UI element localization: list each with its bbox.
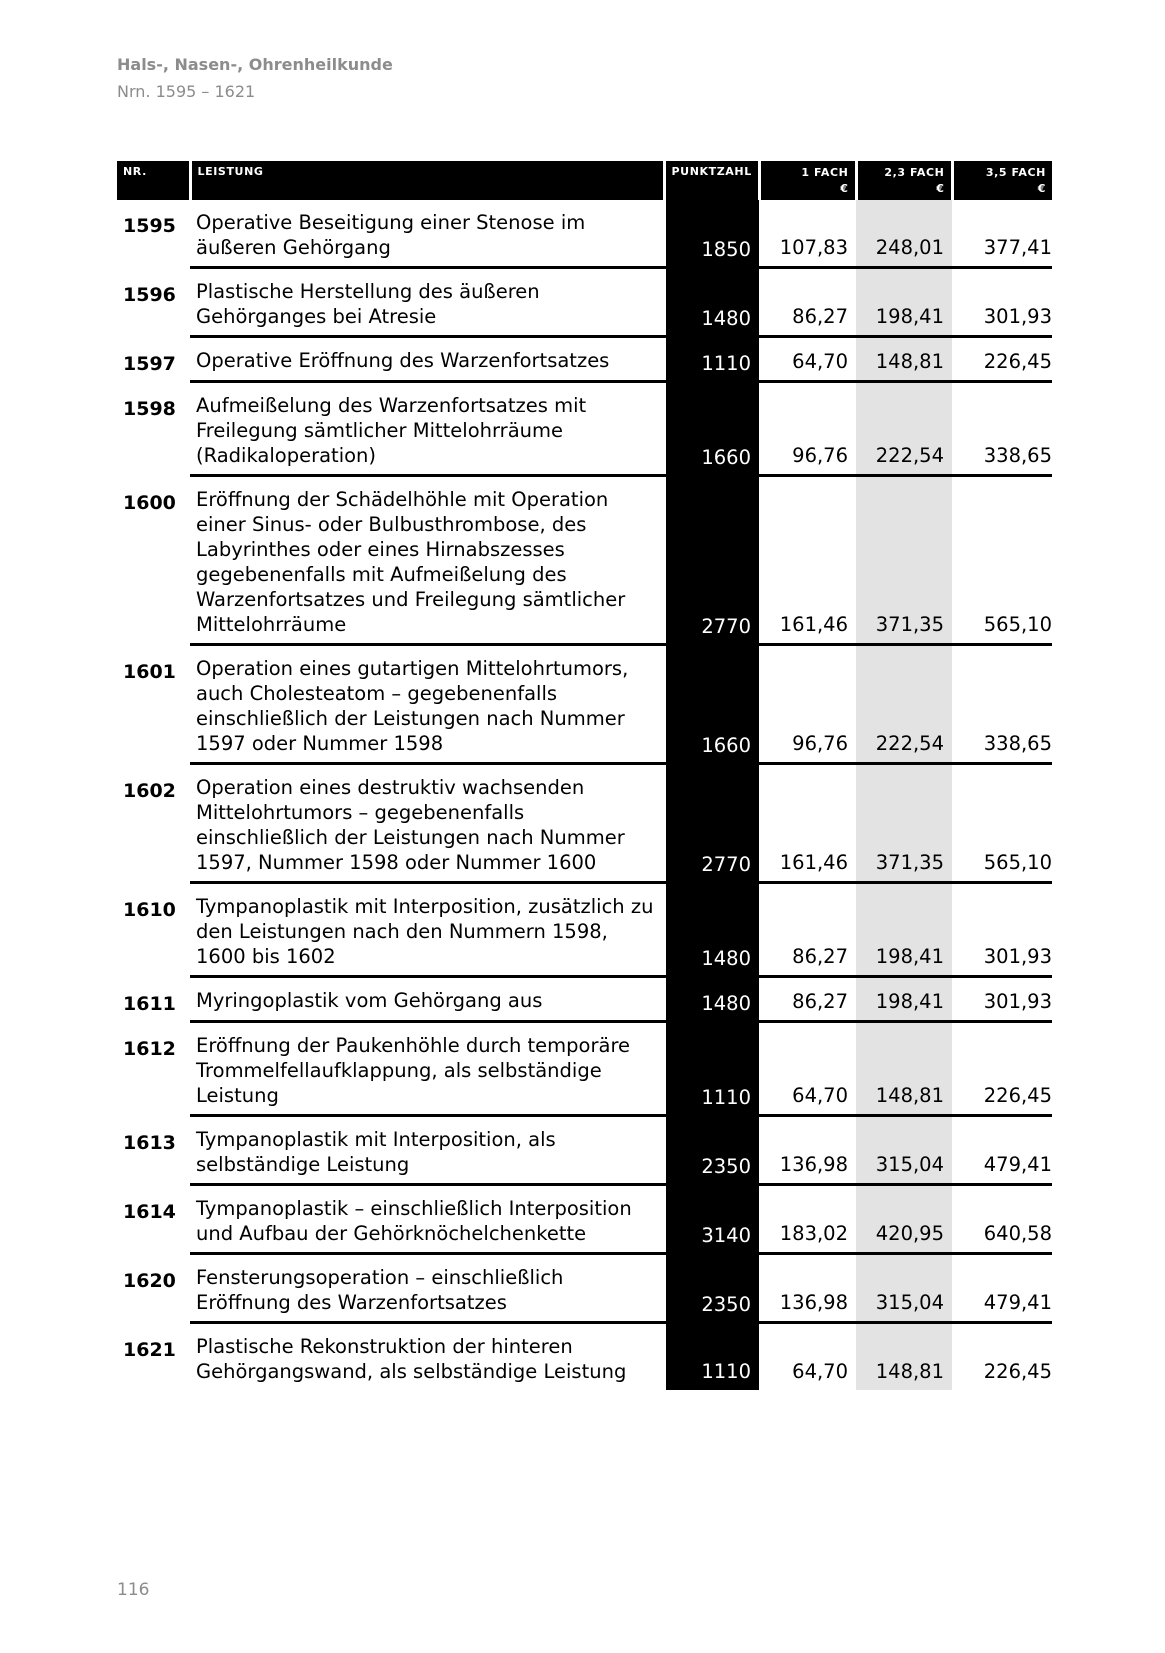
row-number: 1602: [123, 780, 176, 802]
row-2-3-fach: 371,35: [856, 476, 952, 645]
row-number: 1611: [123, 993, 176, 1015]
row-punktzahl: 2350: [664, 1116, 759, 1185]
row-1-fach: 96,76: [759, 382, 856, 476]
row-punktzahl: 1660: [664, 645, 759, 764]
row-punktzahl: 2350: [664, 1254, 759, 1323]
row-leistung: Eröffnung der Schädelhöhle mit Operation einer Sinus- oder Bulbusthrombose, des Labyrinthes oder eines Hirnabszesses gegebenenfalls mit Aufmeißelung des Warzenfortsatzes und Freilegung sämtlicher Mittelohrräume: [190, 476, 664, 645]
column-header-2-3-fach-label: 2,3 FACH: [884, 166, 945, 179]
row-1-fach: 86,27: [759, 977, 856, 1022]
row-1-fach: 64,70: [792, 1360, 848, 1383]
table-row: [117, 1254, 1052, 1323]
row-number: 1596: [123, 284, 176, 306]
row-3-5-fach: 338,65: [952, 645, 1052, 764]
row-number: 1597: [123, 353, 176, 375]
row-number: 1620: [123, 1270, 176, 1292]
row-leistung: Myringoplastik vom Gehörgang aus: [190, 977, 664, 1022]
row-2-3-fach: 315,04: [856, 1254, 952, 1323]
column-header-1-fach: [759, 161, 856, 200]
row-2-3-fach: 371,35: [856, 764, 952, 883]
row-3-5-fach: 301,93: [952, 268, 1052, 337]
row-number: 1598: [123, 398, 176, 420]
row-leistung: Plastische Herstellung des äußeren Gehörganges bei Atresie: [190, 268, 664, 337]
row-leistung: Operative Beseitigung einer Stenose im äußeren Gehörgang: [190, 200, 664, 268]
column-header-leistung: LEISTUNG: [190, 161, 664, 200]
row-number: 1610: [123, 899, 176, 921]
table-row: [117, 1323, 1052, 1391]
row-2-3-fach: 198,41: [856, 268, 952, 337]
row-leistung: Operation eines gutartigen Mittelohrtumors, auch Cholesteatom – gegebenenfalls einschließlich der Leistungen nach Nummer 1597 oder Nummer 1598: [190, 645, 664, 764]
row-1-fach: 86,27: [759, 268, 856, 337]
column-header-punktzahl: PUNKTZAHL: [664, 161, 759, 200]
table-row: [117, 1185, 1052, 1254]
row-leistung: Tympanoplastik mit Interposition, als selbständige Leistung: [190, 1116, 664, 1185]
row-3-5-fach: 479,41: [952, 1254, 1052, 1323]
column-header-2-3-fach: [856, 161, 952, 200]
table-row: [117, 764, 1052, 883]
row-punktzahl: 1480: [664, 883, 759, 977]
row-3-5-fach: 301,93: [952, 883, 1052, 977]
table-row: [117, 268, 1052, 337]
column-header-3-5-fach-label: 3,5 FACH: [985, 166, 1046, 179]
row-3-5-fach: 226,45: [952, 1022, 1052, 1116]
row-punktzahl: 2770: [664, 476, 759, 645]
row-1-fach: 161,46: [759, 476, 856, 645]
table-row: [117, 337, 1052, 382]
row-1-fach: 107,83: [759, 200, 856, 268]
row-3-5-fach: 565,10: [952, 764, 1052, 883]
section-title: Hals-, Nasen-, Ohrenheilkunde: [117, 55, 393, 74]
table-body: [117, 200, 1052, 1390]
row-punktzahl: 1660: [664, 382, 759, 476]
fee-schedule-table: [117, 161, 1052, 1390]
row-leistung: Aufmeißelung des Warzenfortsatzes mit Freilegung sämtlicher Mittelohrräume (Radikaloperation): [190, 382, 664, 476]
row-leistung: Operative Eröffnung des Warzenfortsatzes: [190, 337, 664, 382]
row-leistung: Tympanoplastik – einschließlich Interposition und Aufbau der Gehörknöchelchenkette: [190, 1185, 664, 1254]
column-header-3-5-fach-currency: €: [1037, 182, 1046, 195]
row-1-fach: 96,76: [759, 645, 856, 764]
column-header-3-5-fach: [952, 161, 1052, 200]
table-header: [117, 161, 1052, 200]
row-1-fach: 86,27: [759, 883, 856, 977]
row-punktzahl: 1110: [664, 1323, 759, 1391]
section-number-range: Nrn. 1595 – 1621: [117, 82, 256, 101]
row-1-fach: 64,70: [759, 1022, 856, 1116]
row-3-5-fach: 301,93: [952, 977, 1052, 1022]
page-number: 116: [117, 1580, 150, 1600]
row-3-5-fach: 226,45: [952, 337, 1052, 382]
row-leistung: Fensterungsoperation – einschließlich Eröffnung des Warzenfortsatzes: [190, 1254, 664, 1323]
row-2-3-fach: 148,81: [856, 337, 952, 382]
row-3-5-fach: 565,10: [952, 476, 1052, 645]
row-3-5-fach: 479,41: [952, 1116, 1052, 1185]
row-leistung: Operation eines destruktiv wachsenden Mittelohrtumors – gegebenenfalls einschließlich der Leistungen nach Nummer 1597, Nummer 1598 oder Nummer 1600: [190, 764, 664, 883]
row-3-5-fach: 377,41: [952, 200, 1052, 268]
row-2-3-fach: 222,54: [856, 382, 952, 476]
row-3-5-fach: 226,45: [983, 1360, 1052, 1383]
row-1-fach: 136,98: [759, 1254, 856, 1323]
row-2-3-fach: 248,01: [856, 200, 952, 268]
row-number: 1612: [123, 1038, 176, 1060]
row-2-3-fach: 148,81: [856, 1323, 952, 1391]
row-3-5-fach: 640,58: [952, 1185, 1052, 1254]
column-header-2-3-fach-currency: €: [936, 182, 945, 195]
row-3-5-fach: 338,65: [952, 382, 1052, 476]
column-header-nr: NR.: [117, 161, 190, 200]
row-number: 1595: [123, 215, 176, 237]
column-header-1-fach-label: 1 FACH: [801, 166, 849, 179]
row-leistung: Tympanoplastik mit Interposition, zusätzlich zu den Leistungen nach den Nummern 1598, 1600 bis 1602: [190, 883, 664, 977]
row-2-3-fach: 222,54: [856, 645, 952, 764]
column-header-1-fach-currency: €: [840, 182, 849, 195]
table-row: [117, 200, 1052, 268]
table-row: [117, 1116, 1052, 1185]
row-punktzahl: 1110: [664, 337, 759, 382]
row-punktzahl: 2770: [664, 764, 759, 883]
row-number: 1601: [123, 661, 176, 683]
row-punktzahl: 1480: [664, 268, 759, 337]
row-leistung: Eröffnung der Paukenhöhle durch temporäre Trommelfellaufklappung, als selbständige Leistung: [190, 1022, 664, 1116]
row-number: 1600: [123, 492, 176, 514]
row-punktzahl: 1850: [664, 200, 759, 268]
row-1-fach: 161,46: [759, 764, 856, 883]
table-row: [117, 476, 1052, 645]
row-number: 1614: [123, 1201, 176, 1223]
row-1-fach: 64,70: [759, 337, 856, 382]
row-2-3-fach: 315,04: [856, 1116, 952, 1185]
row-2-3-fach: 148,81: [856, 1022, 952, 1116]
table-row: [117, 645, 1052, 764]
row-2-3-fach: 420,95: [856, 1185, 952, 1254]
row-1-fach: 183,02: [759, 1185, 856, 1254]
row-number: 1613: [123, 1132, 176, 1154]
row-number: 1621: [123, 1339, 176, 1361]
row-punktzahl: 3140: [664, 1185, 759, 1254]
table-row: [117, 1022, 1052, 1116]
row-2-3-fach: 198,41: [856, 883, 952, 977]
row-2-3-fach: 198,41: [856, 977, 952, 1022]
row-1-fach: 136,98: [759, 1116, 856, 1185]
row-leistung: Plastische Rekonstruktion der hinteren Gehörgangswand, als selbständige Leistung: [196, 1335, 627, 1383]
row-punktzahl: 1110: [664, 1022, 759, 1116]
table-row: [117, 977, 1052, 1022]
row-punktzahl: 1480: [664, 977, 759, 1022]
table-row: [117, 883, 1052, 977]
table-row: [117, 382, 1052, 476]
